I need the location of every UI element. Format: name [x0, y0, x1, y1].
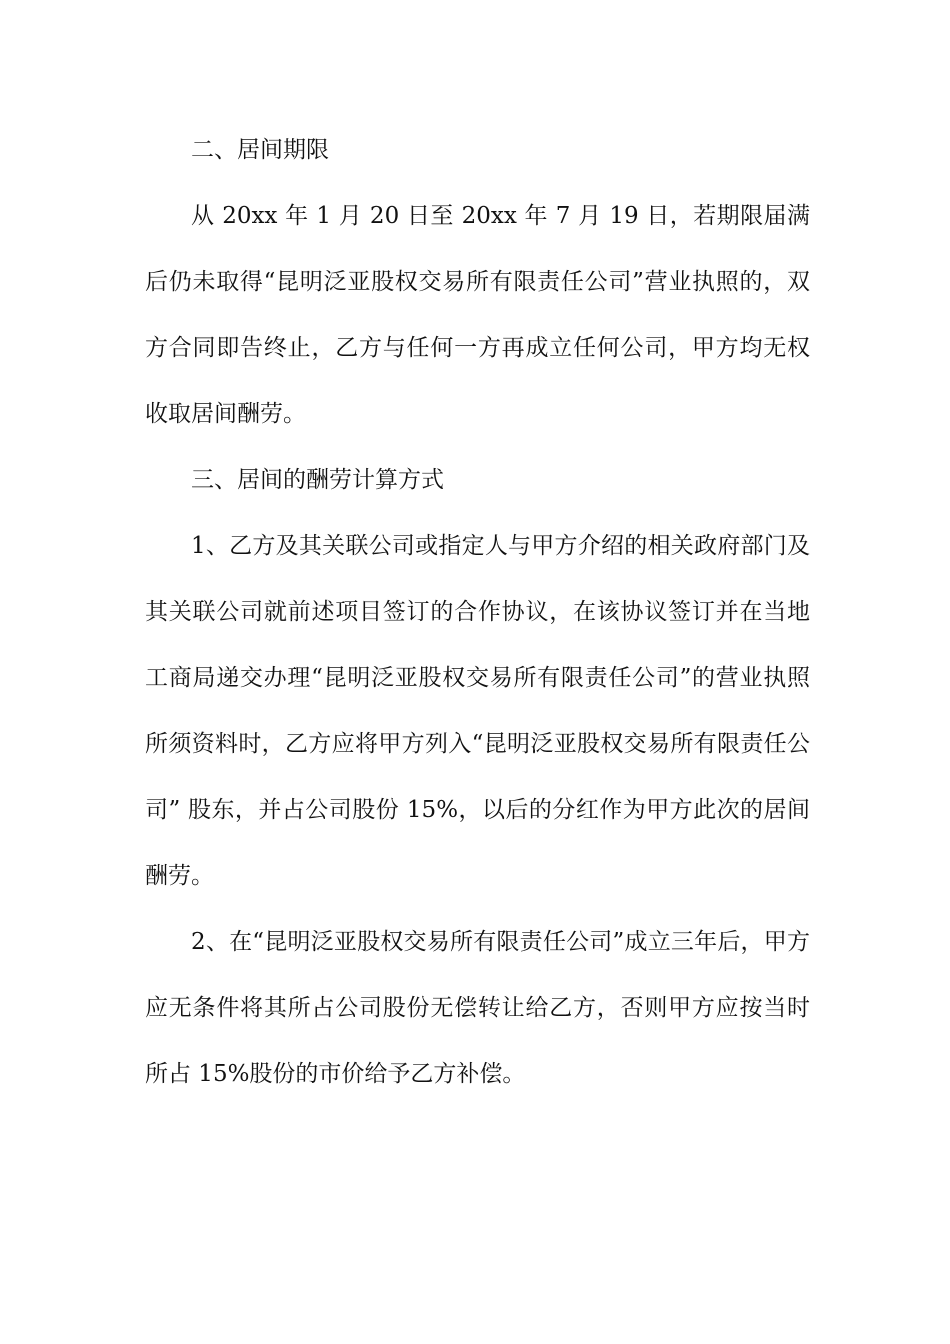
- section-heading-remuneration: 三、居间的酬劳计算方式: [191, 467, 444, 493]
- document-body: [145, 117, 810, 1107]
- paragraph-remuneration-clause-2: 2、在“昆明泛亚股权交易所有限责任公司”成立三年后，甲方应无条件将其所占公司股份无偿转让给乙方，否则甲方应按当时所占 15%股份的市价给予乙方补偿。: [145, 929, 810, 1087]
- section-heading-term: 二、居间期限: [191, 137, 329, 163]
- paragraph-term-period: 从 20xx 年 1 月 20 日至 20xx 年 7 月 19 日，若期限届满后仍未取得“昆明泛亚股权交易所有限责任公司”营业执照的，双方合同即告终止，乙方与任何一方再成立任何公司，甲方均无权收取居间酬劳。: [145, 203, 810, 427]
- paragraph-remuneration-clause-1: 1、乙方及其关联公司或指定人与甲方介绍的相关政府部门及其关联公司就前述项目签订的合作协议，在该协议签订并在当地工商局递交办理“昆明泛亚股权交易所有限责任公司”的营业执照所须资料时，乙方应将甲方列入“昆明泛亚股权交易所有限责任公司” 股东，并占公司股份 15%，以后的分红作为甲方此次的居间酬劳。: [145, 533, 810, 889]
